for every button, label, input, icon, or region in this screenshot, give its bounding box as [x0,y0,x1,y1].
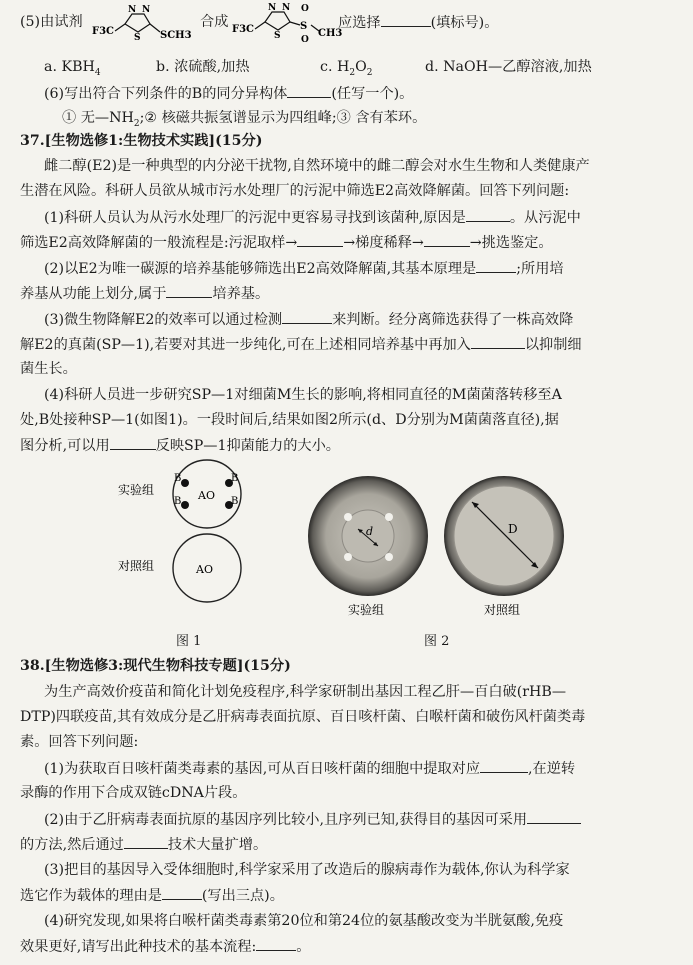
fig2-d-label: d [366,525,374,538]
q37-intro-1: 雌二醇(E2)是一种典型的内分泌干扰物,自然环境中的雌二醇会对水生生物和人类健康产 [44,158,590,174]
fig2-exp-spot [385,513,393,521]
q5-line [20,12,83,32]
q37-p3-line-a: (3)微生物降解E2的效率可以通过检测 来判断。经分离筛选获得了一株高效降 [44,309,573,330]
q38-p3-line-a: (3)把目的基因导入受体细胞时,科学家采用了改造后的腺病毒作为载体,你认为科学家 [44,862,570,878]
q38-blank-2[interactable] [527,809,581,824]
q6-conditions: ① 无$—NH_2;②$ 核磁共振氢谱显示为四组峰;③ 含有苯环。 [62,110,427,129]
q5-tail: (填标号)。 [430,15,499,31]
q5-option-b: b. 浓硫酸,加热 [156,59,250,75]
q38-title: 38.[生物选修3:现代生物科技专题](15分) [20,658,291,674]
q5-option-d: d. NaOH—乙醇溶液,加热 [425,59,592,75]
q37-blank-4[interactable] [476,258,516,273]
q37-blank-8[interactable] [110,435,156,450]
q37-intro-2: 生潜在风险。科研人员欲从城市污水处理厂的污泥中筛选E2高效降解菌。回答下列问题: [20,183,570,199]
product-ring-s: S [274,31,281,41]
fig2-exp-label: 实验组 [348,603,385,617]
fig1-exp-label: 实验组 [118,483,155,497]
reagent-right-group: SCH3 [160,30,192,41]
product-left-group: F3C [232,24,255,35]
fig2-ctrl-colony [454,486,554,586]
product-o-top: O [301,4,309,14]
fig1-b-dot [181,479,189,487]
reagent-n1: N [128,5,137,15]
q38-p4-line-b: 效果更好,请写出此种技术的基本流程: 。 [20,936,311,957]
product-right-group: CH3 [318,28,343,39]
product-n1: N [268,3,277,13]
q5-mid: 合成 [200,14,229,30]
q37-p3-line-b: 解E2的真菌(SP—1),若要对其进一步纯化,可在上述相同培养基中再加入 以抑制细 [20,334,582,355]
q37-p1-line-a: (1)科研人员认为从污水处理厂的污泥中更容易寻找到该菌种,原因是 。从污泥中 [44,207,581,228]
fig1-b-label: B [231,473,239,484]
reagent-left-group: F3C [92,26,115,37]
fig2-big-d-label: D [508,522,518,536]
product-sulfonyl-s: S [300,21,308,32]
fig1-b-label: B [231,496,239,507]
fig1-exp-a: AO [198,489,215,502]
figure-1 [100,456,260,618]
q37-p2-line-a: (2)以E2为唯一碳源的培养基能够筛选出E2高效降解菌,其基本原理是 ;所用培 [44,258,564,279]
fig1-ctrl-label: 对照组 [118,559,155,573]
q37-blank-3[interactable] [424,232,470,247]
fig2-exp-spot [344,513,352,521]
q37-title: 37.[生物选修1:生物技术实践](15分) [20,133,263,149]
reagent-ring-s: S [134,33,141,42]
product-o-bottom: O [301,35,309,44]
figure-2 [300,456,570,622]
q37-blank-5[interactable] [166,283,212,298]
reagent-n2: N [142,5,151,15]
q37-p1-line-b: 筛选E2高效降解菌的一般流程是:污泥取样→ →梯度稀释→ →挑选鉴定。 [20,232,553,253]
fig1-ctrl-a: AO [196,563,213,576]
q5-prefix: (5)由试剂 [20,14,83,30]
product-structure [232,0,352,44]
fig2-caption: 图 2 [424,634,450,649]
q6-line: (6)写出符合下列条件的B的同分异构体 (任写一个)。 [44,83,413,104]
fig2-exp-spot [385,553,393,561]
fig1-caption: 图 1 [176,634,202,649]
q37-blank-7[interactable] [471,334,525,349]
q5-answer-blank[interactable] [381,12,431,27]
q38-p1-line-a: (1)为获取百日咳杆菌类毒素的基因,可从百日咳杆菌的细胞中提取对应 ,在逆转 [44,758,575,779]
q38-p2-line-a: (2)由于乙肝病毒表面抗原的基因序列比较小,且序列已知,获得目的基因可采用 [44,809,581,830]
q38-blank-1[interactable] [480,758,528,773]
q38-blank-5[interactable] [256,936,296,951]
q5-option-c: c. $H_2O_2$ [320,59,373,78]
q38-p2-line-b: 的方法,然后通过 技术大量扩增。 [20,834,267,855]
q37-blank-6[interactable] [282,309,332,324]
q37-p3-line-c: 菌生长。 [20,361,77,377]
q5-mid-line [200,12,228,32]
fig1-b-label: B [174,496,182,507]
q5-suffix: 应选择 [338,15,381,31]
q38-p4-line-a: (4)研究发现,如果将白喉杆菌类毒素第20位和第24位的氨基酸改变为半胱氨酸,免疫 [44,913,564,929]
q38-blank-3[interactable] [124,834,168,849]
q38-intro-1: 为生产高效价疫苗和简化计划免疫程序,科学家研制出基因工程乙肝—百白破(rHB— [44,684,567,700]
fig1-b-label: B [174,473,182,484]
fig2-exp-spot [344,553,352,561]
q38-intro-2: DTP)四联疫苗,其有效成分是乙肝病毒表面抗原、百日咳杆菌、白喉杆菌和破伤风杆菌类毒 [20,709,586,725]
q37-p4-line-a: (4)科研人员进一步研究SP—1对细菌M生长的影响,将相同直径的M菌菌落转移至A [44,387,562,403]
q37-p4-line-c: 图分析,可以用 反映SP—1抑菌能力的大小。 [20,435,340,456]
q37-blank-1[interactable] [466,207,510,222]
q37-p2-line-b: 养基从功能上划分,属于 培养基。 [20,283,269,304]
q5-option-a: a. $KBH_4$ [44,59,101,78]
q38-p1-line-b: 录酶的作用下合成双链cDNA片段。 [20,785,247,801]
fig2-ctrl-label: 对照组 [484,603,521,617]
product-n2: N [282,3,291,13]
q37-p4-line-b: 处,B处接种SP—1(如图1)。一段时间后,结果如图2所示(d、D分别为M菌菌落直径),据 [20,412,559,428]
q38-p3-line-b: 选它作为载体的理由是 (写出三点)。 [20,885,284,906]
q38-intro-3: 素。回答下列问题: [20,734,139,750]
q5-end-line [338,12,498,33]
q37-blank-2[interactable] [297,232,343,247]
q38-blank-4[interactable] [162,885,202,900]
reagent-structure [92,2,212,42]
q6-answer-blank[interactable] [287,83,331,98]
fig1-b-dot [181,501,189,509]
